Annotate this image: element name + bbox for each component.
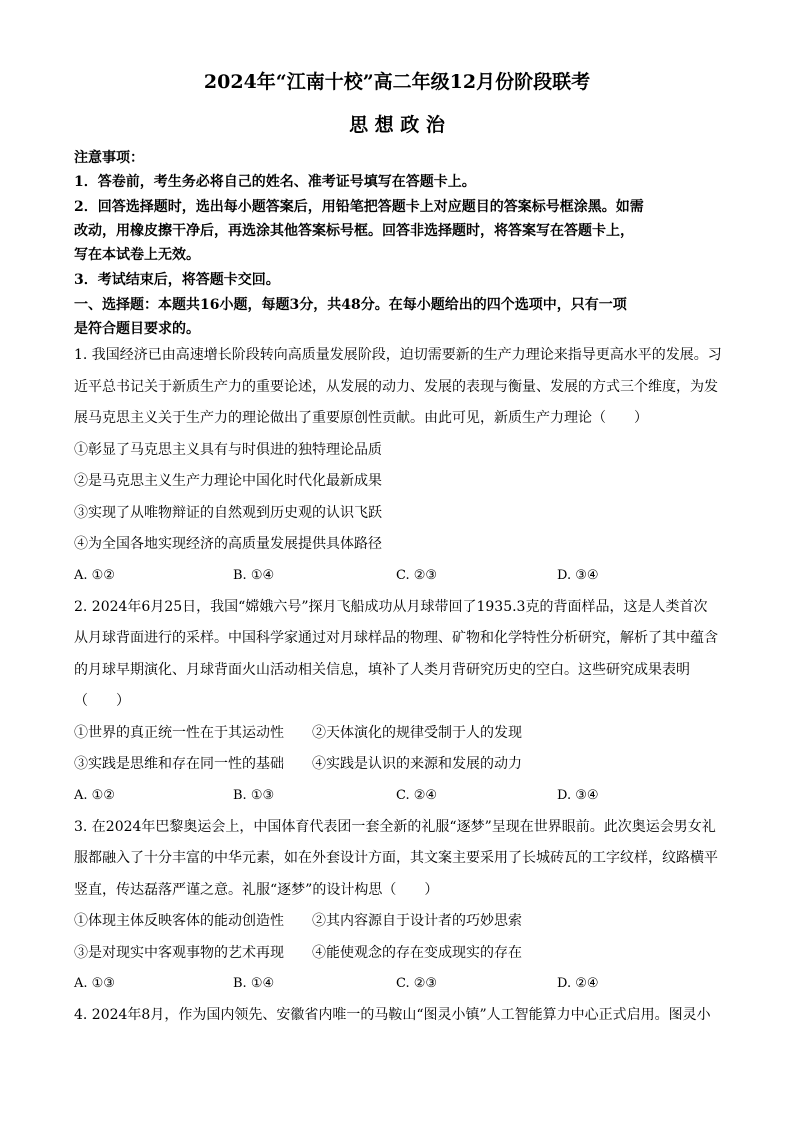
question-1-statement: ①彰显了马克思主义具有与时俱进的独特理论品质 [74,442,382,458]
section-heading: 一、选择题：本题共16小题，每题3分，共48分。在每小题给出的四个选项中，只有一项 [74,297,627,313]
question-3-statement: ④能使观念的存在变成现实的存在 [312,945,522,961]
question-2-text: 的月球早期演化、月球背面火山活动相关信息，填补了人类月背研究历史的空白。这些研究成果表明 [74,662,690,678]
question-1-text: 近平总书记关于新质生产力的重要论述，从发展的动力、发展的表现与衡量、发展的方式三个维度，为发 [74,379,718,395]
notice-heading: 注意事项： [74,150,144,166]
question-3-statement: ③是对现实中客观事物的艺术再现 [74,945,284,961]
question-2-statement: ①世界的真正统一性在于其运动性 [74,725,284,741]
notice-item: 1．答卷前，考生务必将自己的姓名、准考证号填写在答题卡上。 [74,174,476,190]
question-1-statement: ②是马克思主义生产力理论中国化时代化最新成果 [74,473,382,489]
question-2-option-d: D. ③④ [557,788,599,803]
question-3-text: 3. 在2024年巴黎奥运会上，中国体育代表团一套全新的礼服“逐梦”呈现在世界眼前。此次奥运会男女礼 [74,819,716,835]
question-1-statement: ④为全国各地实现经济的高质量发展提供具体路径 [74,536,382,552]
question-3-statement: ①体现主体反映客体的能动创造性 [74,913,284,929]
question-2-text: 2. 2024年6月25日，我国“嫦娥六号”探月飞船成功从月球带回了1935.3克的背面样品，这是人类首次 [74,599,708,615]
section-heading-cont: 是符合题目要求的。 [74,321,200,337]
question-3-statement: ②其内容源自于设计者的巧妙思索 [312,913,522,929]
notice-item: 改动，用橡皮擦干净后，再选涂其他答案标号框。回答非选择题时，将答案写在答题卡上， [74,223,634,239]
question-1-option-d: D. ③④ [557,568,599,583]
question-2-statement: ④实践是认识的来源和发展的动力 [312,756,522,772]
question-2-option-a: A. ①② [74,788,115,803]
notice-item: 3．考试结束后，将答题卡交回。 [74,272,280,288]
question-1-text: 1. 我国经济已由高速增长阶段转向高质量发展阶段，迫切需要新的生产力理论来指导更高水平的发展。习 [74,347,722,363]
question-2-statement: ③实践是思维和存在同一性的基础 [74,756,284,772]
subject-title: 思 想 政 治 [349,114,445,136]
question-3-option-d: D. ②④ [557,976,599,991]
question-2-statement: ②天体演化的规律受制于人的发现 [312,725,522,741]
question-3-option-a: A. ①③ [74,976,115,991]
question-1-option-b: B. ①④ [233,568,275,583]
question-3-option-b: B. ①④ [233,976,275,991]
question-2-option-c: C. ②④ [396,788,438,803]
question-1-option-c: C. ②③ [396,568,438,583]
question-1-statement: ③实现了从唯物辩证的自然观到历史观的认识飞跃 [74,505,382,521]
exam-title: 2024年“江南十校”高二年级12月份阶段联考 [203,71,591,93]
question-3-text: 竖直，传达磊落严谨之意。礼服“逐梦”的设计构思（ ） [74,882,439,898]
question-1-option-a: A. ①② [74,568,115,583]
question-2-option-b: B. ①③ [233,788,275,803]
notice-item: 2．回答选择题时，选出每小题答案后，用铅笔把答题卡上对应题目的答案标号框涂黑。如需 [74,199,644,215]
question-3-text: 服都融入了十分丰富的中华元素，如在外套设计方面，其文案主要采用了长城砖瓦的工字纹样，纹路横平 [74,850,718,866]
question-4-text: 4. 2024年8月，作为国内领先、安徽省内唯一的马鞍山“图灵小镇”人工智能算力中心正式启用。图灵小 [74,1007,711,1023]
question-1-text: 展马克思主义关于生产力的理论做出了重要原创性贡献。由此可见，新质生产力理论（ ） [74,410,648,426]
question-2-text: （ ） [74,693,130,709]
question-3-option-c: C. ②③ [396,976,438,991]
notice-item: 写在本试卷上无效。 [74,247,200,263]
question-2-text: 从月球背面进行的采样。中国科学家通过对月球样品的物理、矿物和化学特性分析研究，解析了其中蕴含 [74,630,718,646]
